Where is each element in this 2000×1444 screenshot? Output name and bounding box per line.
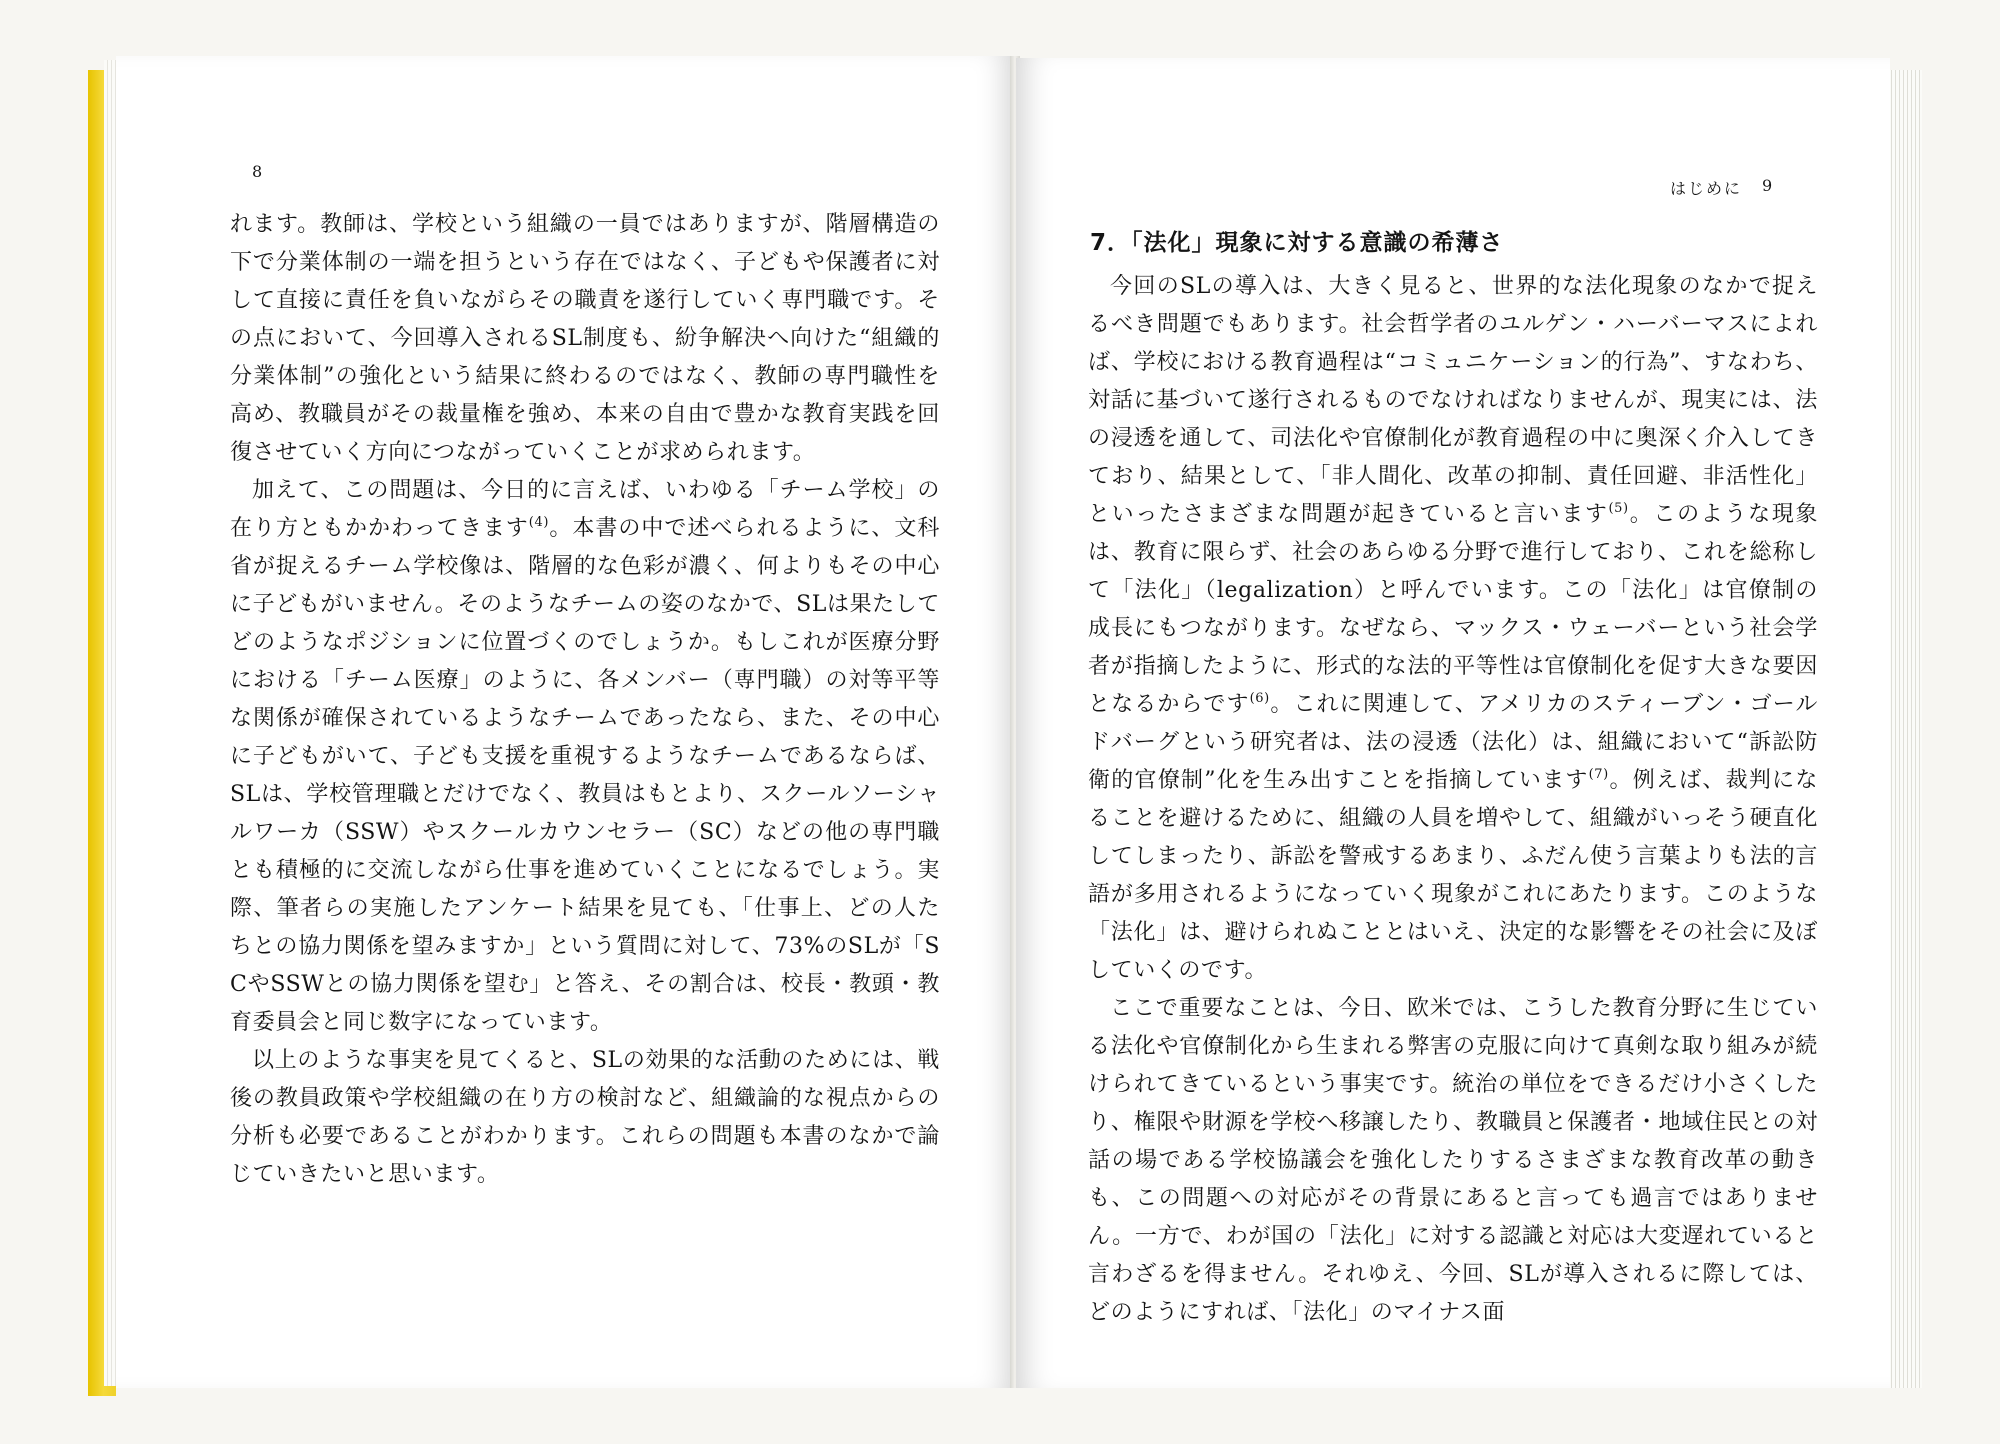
paragraph-text: 加えて、この問題は、今日的に言えば、いわゆる「チーム学校」の在り方ともかかわってきます xyxy=(230,478,940,541)
paragraph-text: 以上のような事実を見てくると、SLの効果的な活動のためには、戦後の教員政策や学校組織の在り方の検討など、組織論的な視点からの分析も必要であることがわかります。これらの問題も本書のなかで論じていきたいと思います。 xyxy=(230,1048,940,1187)
section-heading: 7．「法化」現象に対する意識の希薄さ xyxy=(1090,230,1504,256)
page-stack-right xyxy=(1888,70,1922,1388)
footnote-ref[interactable]: (6) xyxy=(1249,691,1270,706)
page-number-left: 8 xyxy=(252,162,264,181)
right-page-body xyxy=(1088,268,1818,1332)
paragraph-text: 。本書の中で述べられるように、文科省が捉えるチーム学校像は、階層的な色彩が濃く、何よりもその中心に子どもがいません。そのようなチームの姿のなかで、SLは果たしてどのようなポジションに位置づくのでしょうか。もしこれが医療分野における「チーム医療」のように、各メンバー（専門職）の対等平等な関係が確保されているようなチームであったなら、また、その中心に子どもがいて、子ども支援を重視するようなチームであるならば、SLは、学校管理職とだけでなく、教員はもとより、スクールソーシャルワーカ（SSW）やスクールカウンセラー（SC）などの他の専門職とも積極的に交流しながら仕事を進めていくことになるでしょう。実際、筆者らの実施したアンケート結果を見ても、「仕事上、どの人たちとの協力関係を望みますか」という質問に対して、73%のSLが「SCやSSWとの協力関係を望む」と答え、その割合は、校長・教頭・教育委員会と同じ数字になっています。 xyxy=(230,516,940,1035)
paragraph xyxy=(1088,990,1818,1332)
paragraph-text: 今回のSLの導入は、大きく見ると、世界的な法化現象のなかで捉えるべき問題でもあります。社会哲学者のユルゲン・ハーバーマスによれば、学校における教育過程は“コミュニケーション的行為”、すなわち、対話に基づいて遂行されるものでなければなりませんが、現実には、法の浸透を通して、司法化や官僚制化が教育過程の中に奥深く介入してきており、結果として、「非人間化、改革の抑制、責任回避、非活性化」といったさまざまな問題が起きていると言います xyxy=(1088,274,1818,527)
paragraph xyxy=(1088,268,1818,990)
page-number-right: 9 xyxy=(1762,176,1774,195)
paragraph xyxy=(230,1042,940,1194)
paragraph-text: 。例えば、裁判になることを避けるために、組織の人員を増やして、組織がいっそう硬直化してしまったり、訴訟を警戒するあまり、ふだん使う言葉よりも法的言語が多用されるようになっていく現象がこれにあたります。このような「法化」は、避けられぬこととはいえ、決定的な影響をその社会に及ぼしていくのです。 xyxy=(1088,768,1818,983)
paragraph xyxy=(230,206,940,472)
paragraph-text: ここで重要なことは、今日、欧米では、こうした教育分野に生じている法化や官僚制化から生まれる弊害の克服に向けて真剣な取り組みが続けられてきているという事実です。統治の単位をできるだけ小さくしたり、権限や財源を学校へ移譲したり、教職員と保護者・地域住民との対話の場である学校協議会を強化したりするさまざまな教育改革の動きも、この問題への対応がその背景にあると言っても過言ではありません。一方で、わが国の「法化」に対する認識と対応は大変遅れていると言わざるを得ません。それゆえ、今回、SLが導入されるに際しては、どのようにすれば、「法化」のマイナス面 xyxy=(1088,996,1818,1325)
footnote-ref[interactable]: (7) xyxy=(1588,767,1609,782)
left-page-body xyxy=(230,206,940,1194)
paragraph xyxy=(230,472,940,1042)
running-head: はじめに xyxy=(1670,179,1743,198)
paragraph-text: 。このような現象は、教育に限らず、社会のあらゆる分野で進行しており、これを総称して「法化」（legalization）と呼んでいます。この「法化」は官僚制の成長にもつながります。なぜなら、マックス・ウェーバーという社会学者が指摘したように、形式的な法的平等性は官僚制化を促す大きな要因となるからです xyxy=(1088,502,1818,717)
footnote-ref[interactable]: (5) xyxy=(1608,501,1629,516)
right-page xyxy=(1016,58,1890,1388)
footnote-ref[interactable]: (4) xyxy=(528,515,549,530)
left-page xyxy=(116,56,1014,1388)
paragraph-text: 。これに関連して、アメリカのスティーブン・ゴールドバーグという研究者は、法の浸透（法化）は、組織において“訴訟防衛的官僚制”化を生み出すことを指摘しています xyxy=(1088,692,1818,793)
paragraph-text: れます。教師は、学校という組織の一員ではありますが、階層構造の下で分業体制の一端を担うという存在ではなく、子どもや保護者に対して直接に責任を負いながらその職責を遂行していく専門職です。その点において、今回導入されるSL制度も、紛争解決へ向けた“組織的分業体制”の強化という結果に終わるのではなく、教師の専門職性を高め、教職員がその裁量権を強め、本来の自由で豊かな教育実践を回復させていく方向につながっていくことが求められます。 xyxy=(230,212,940,465)
